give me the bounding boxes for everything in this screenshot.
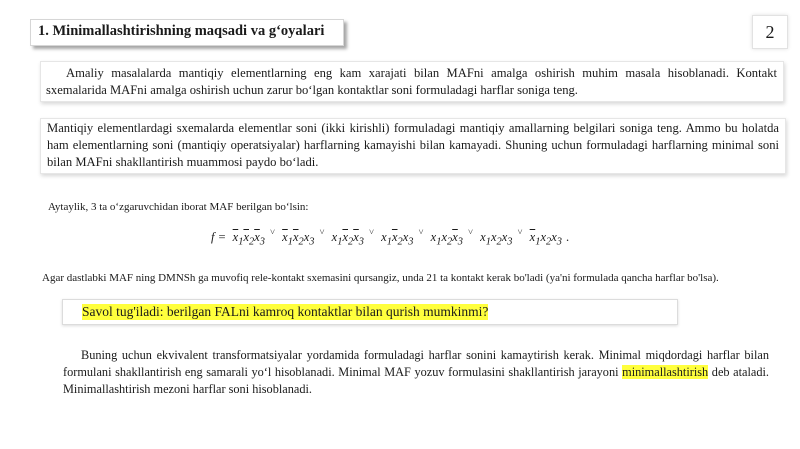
slide-title: 1. Minimallashtirishning maqsadi va g‘oyalari [38,23,325,39]
statement-text: Agar dastlabki MAF ning DMNSh ga muvofiq rele-kontakt sxemasini qursangiz, unda 21 ta kontakt kerak bo'ladi (ya'ni formulada qancha harflar bo'lsa). [42,272,719,284]
formula-term: $x_1x_2\overline{x}_3$ [430,230,463,248]
definition-box-2 [40,118,786,174]
page-number: 2 [752,15,788,49]
definition-text-1: Amaliy masalalarda mantiqiy elementlarning eng kam xarajati bilan MAFni amalga oshirish muhim masala hisoblanadi. Kontakt sxemalarida MAFni amalga oshirish uchun zarur bo‘lgan kontaktlar soni formuladagi harflar soniga teng. [46,66,777,97]
or-symbol: ˅ [319,227,325,237]
or-symbol: ˅ [418,227,424,237]
formula-term: $\overline{x}_1x_2x_3$ [529,230,562,248]
formula-end: . [565,230,570,244]
conclusion-part1: Buning uchun ekvivalent transformatsiyalar yordamida formuladagi harflar sonini kamaytirish kerak. Minimal miqdordagi harflar bilan formulani shakllantirish eng samarali yo‘l hisoblanadi. Minimal MAF yozuv formulasini shakllantirish jarayoni [63,348,769,379]
or-symbol: ˅ [368,227,375,237]
slide-title-box [30,19,344,46]
conclusion-part2: deb ataladi. Minimallashtirish mezoni harflar soni hisoblanadi. [63,365,769,396]
or-symbol: ˅ [517,227,523,237]
question-text: Savol tug'iladi: berilgan FALni kamroq kontaktlar bilan qurish mumkinmi? [82,304,489,319]
highlight-term: minimallashtirish [622,365,709,379]
formula-lhs: f [211,230,215,244]
maf-formula [211,227,569,248]
conclusion-paragraph [63,347,769,398]
question-box [62,299,678,325]
definition-box-1 [40,61,784,102]
intro-text: Aytaylik, 3 ta o‘zgaruvchidan iborat MAF berilgan bo‘lsin: [48,201,309,213]
formula-term: $x_1x_2x_3$ [480,230,513,248]
or-symbol: ˅ [269,227,276,237]
formula-term: $\overline{x}_1\overline{x}_2\overline{x}_3$ [232,230,265,248]
definition-text-2: Mantiqiy elementlardagi sxemalarda elementlar soni (ikki kirishli) formuladagi mantiqiy amallarning belgilari soniga teng. Ammo bu holatda ham elementlarning soni (mantiqiy operatsiyalar) harflarning kamayishi bilan kamayadi. Shuning uchun formuladagi harflarning minimal soni bilan MAFni shakllantirish muammosi paydo bo‘ladi. [47,121,779,169]
formula-term: $\overline{x}_1\overline{x}_2x_3$ [282,230,315,248]
or-symbol: ˅ [467,227,474,237]
formula-term: $x_1\overline{x}_2\overline{x}_3$ [331,230,364,248]
formula-term: $x_1\overline{x}_2x_3$ [381,230,414,248]
formula-equals: = [218,230,226,244]
